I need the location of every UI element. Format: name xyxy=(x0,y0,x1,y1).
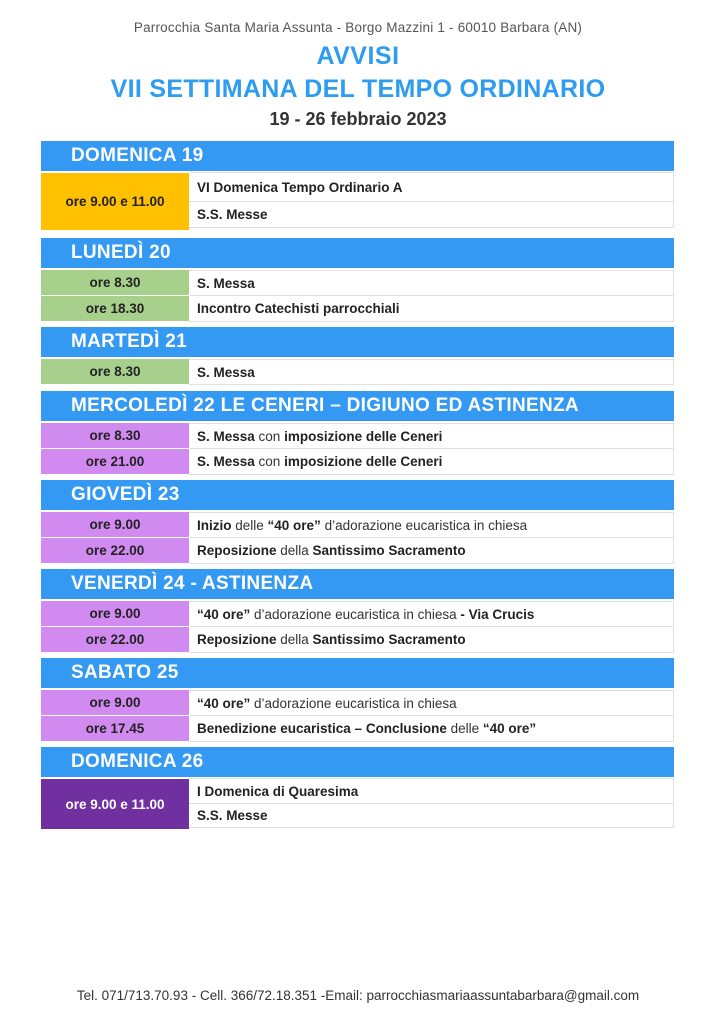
day-block-lunedi-20 xyxy=(41,238,674,322)
date-range: 19 - 26 febbraio 2023 xyxy=(269,109,447,129)
description-cell xyxy=(189,448,674,475)
schedule-row xyxy=(41,296,674,322)
description-text: con xyxy=(254,454,285,469)
description-cell xyxy=(189,803,674,828)
description-bold-text: “40 ore” xyxy=(197,695,251,711)
description-bold-text: Inizio xyxy=(197,517,232,533)
description-text: della xyxy=(276,543,313,558)
description-text: d’adorazione eucaristica in chiesa xyxy=(250,695,457,711)
description-cell xyxy=(189,626,674,653)
day-header: MERCOLEDÌ 22 LE CENERI – DIGIUNO ED ASTINENZA xyxy=(41,391,674,421)
description-bold-text: S. Messa xyxy=(197,275,255,291)
description-cell xyxy=(189,715,674,742)
schedule-group xyxy=(41,779,674,829)
description-cell xyxy=(189,423,674,449)
description-text: VI Domenica Tempo Ordinario A xyxy=(197,179,403,195)
description-bold-text: Santissimo Sacramento xyxy=(312,632,466,647)
description-bold-text: S. Messa xyxy=(197,454,255,469)
time-cell: ore 18.30 xyxy=(41,296,189,322)
description-bold-text: Santissimo Sacramento xyxy=(312,543,466,558)
description-cell xyxy=(189,512,674,538)
time-cell: ore 9.00 xyxy=(41,690,189,716)
description-text: d’adorazione eucaristica in chiesa xyxy=(320,517,528,533)
day-block-giovedi-23 xyxy=(41,480,674,564)
day-header: SABATO 25 xyxy=(41,658,674,688)
schedule-row xyxy=(41,512,674,538)
description-text: delle xyxy=(231,517,268,533)
description-bold-text: Reposizione xyxy=(197,632,277,647)
description-cell xyxy=(189,778,674,804)
schedule-row xyxy=(41,359,674,385)
schedule-row xyxy=(41,690,674,716)
time-cell: ore 22.00 xyxy=(41,627,189,653)
description-bold-text: S. Messa xyxy=(197,428,255,444)
parish-header: Parrocchia Santa Maria Assunta - Borgo Mazzini 1 - 60010 Barbara (AN) xyxy=(133,20,583,35)
day-header: MARTEDÌ 21 xyxy=(41,327,674,357)
schedule-row xyxy=(41,716,674,742)
description-cell xyxy=(189,295,674,322)
day-header: LUNEDÌ 20 xyxy=(41,238,674,268)
description-text: con xyxy=(254,428,285,444)
day-header: VENERDÌ 24 - ASTINENZA xyxy=(41,569,674,599)
day-block-sabato-25 xyxy=(41,658,674,742)
day-block-venerdi-24 xyxy=(41,569,674,653)
schedule-row xyxy=(41,270,674,296)
description-text: della xyxy=(276,632,313,647)
day-block-domenica-26 xyxy=(41,747,674,829)
time-cell: ore 9.00 xyxy=(41,512,189,538)
time-cell: ore 8.30 xyxy=(41,423,189,449)
contact-footer: Tel. 071/713.70.93 - Cell. 366/72.18.351 -Email: parrocchiasmariaassuntabarbara@gmail.com xyxy=(76,988,640,1003)
description-bold-text: Reposizione xyxy=(197,543,277,558)
description-cell xyxy=(189,201,674,228)
page-title: AVVISI xyxy=(316,42,400,70)
description-cell xyxy=(189,690,674,716)
schedule-row xyxy=(41,449,674,475)
description-bold-text: S. Messa xyxy=(197,364,255,380)
description-cell xyxy=(189,359,674,385)
description-text: S.S. Messe xyxy=(197,808,268,823)
description-text: I Domenica di Quaresima xyxy=(197,783,359,799)
description-bold-text: “40 ore” xyxy=(197,606,251,622)
time-cell: ore 8.30 xyxy=(41,359,189,385)
description-text: delle xyxy=(446,721,483,736)
description-cell xyxy=(189,601,674,627)
time-cell: ore 9.00 e 11.00 xyxy=(41,779,189,829)
schedule-group xyxy=(41,173,674,230)
time-cell: ore 9.00 xyxy=(41,601,189,627)
day-block-domenica-19 xyxy=(41,141,674,230)
description-text: S.S. Messe xyxy=(197,207,268,222)
description-bold-text: imposizione delle Ceneri xyxy=(284,428,443,444)
day-header: DOMENICA 26 xyxy=(41,747,674,777)
day-header: GIOVEDÌ 23 xyxy=(41,480,674,510)
description-bold-text: “40 ore” xyxy=(267,517,321,533)
schedule-row xyxy=(41,627,674,653)
description-bold-text: Incontro Catechisti parrocchiali xyxy=(197,301,400,316)
time-cell: ore 21.00 xyxy=(41,449,189,475)
schedule-row xyxy=(41,601,674,627)
description-bold-text: - Via Crucis xyxy=(460,606,535,622)
time-cell: ore 17.45 xyxy=(41,716,189,742)
description-text: d’adorazione eucaristica in chiesa xyxy=(250,606,461,622)
description-bold-text: Benedizione eucaristica – Conclusione xyxy=(197,721,447,736)
day-block-mercoledi-22 xyxy=(41,391,674,475)
day-header: DOMENICA 19 xyxy=(41,141,674,171)
description-cell xyxy=(189,172,674,202)
schedule-row xyxy=(41,423,674,449)
description-bold-text: “40 ore” xyxy=(482,721,537,736)
description-cell xyxy=(189,270,674,296)
schedule-row xyxy=(41,538,674,564)
description-cell xyxy=(189,537,674,564)
time-cell: ore 9.00 e 11.00 xyxy=(41,173,189,230)
time-cell: ore 8.30 xyxy=(41,270,189,296)
time-cell: ore 22.00 xyxy=(41,538,189,564)
day-block-martedi-21 xyxy=(41,327,674,385)
page-subtitle: VII SETTIMANA DEL TEMPO ORDINARIO xyxy=(110,75,606,103)
description-bold-text: imposizione delle Ceneri xyxy=(284,454,443,469)
